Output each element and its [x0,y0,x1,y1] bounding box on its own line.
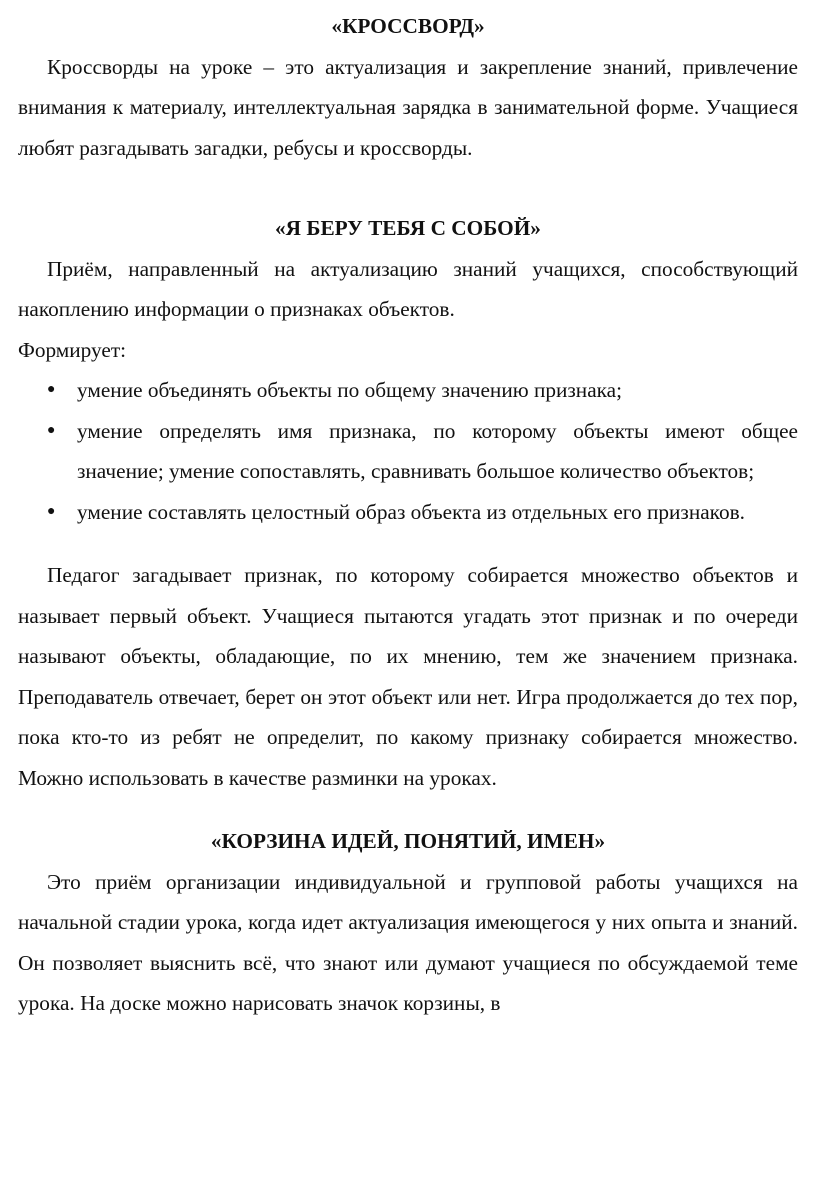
bullet-icon: ● [47,422,56,438]
section-spacer [18,168,798,208]
crossword-paragraph: Кроссворды на уроке – это актуализация и закрепление знаний, привлечение внимания к материалу, интеллектуальная зарядка в занимательной форме. Учащиеся любят разгадывать загадки, ребусы и кроссворды. [18,54,798,160]
section-title-basket: «КОРЗИНА ИДЕЙ, ПОНЯТИЙ, ИМЕН» [210,829,606,853]
list-item-text: умение объединять объекты по общему значению признака; [77,378,623,402]
list-item [18,492,798,533]
section-title-crossword: «КРОССВОРД» [331,14,485,38]
list-item [18,370,798,411]
section-spacer [18,532,798,555]
basket-paragraph: Это приём организации индивидуальной и групповой работы учащихся на начальной стадии урока, когда идет актуализация имеющегося у них опыта и знаний. Он позволяет выяснить всё, что знают или думают учащиеся по обсуждаемой теме урока. На доске можно нарисовать значок корзины, в [18,869,798,1015]
take-you-paragraph: Педагог загадывает признак, по которому собирается множество объектов и называет первый объект. Учащиеся пытаются угадать этот признак и по очереди называют объекты, обладающие, по их мнению, тем же значением признака. Преподаватель отвечает, берет он этот объект или нет. Игра продолжается до тех пор, пока кто-то из ребят не определит, по какому признаку собирается множество. Можно использовать в качестве разминки на уроках. [18,563,798,790]
section-spacer [18,798,798,821]
take-you-intro-paragraph: Приём, направленный на актуализацию знаний учащихся, способствующий накоплению информации о признаках объектов. [18,256,798,321]
skills-list [18,370,798,532]
bullet-icon: ● [47,382,56,397]
bullet-icon: ● [47,503,56,519]
section-title-take-you: «Я БЕРУ ТЕБЯ С СОБОЙ» [275,216,541,240]
list-item-text: умение составлять целостный образ объекта из отдельных его признаков. [77,499,745,524]
list-item [18,411,798,492]
list-item-text: умение определять имя признака, по которому объекты имеют общее значение; умение сопоставлять, сравнивать большое количество объектов; [77,418,798,483]
forms-label: Формирует: [18,337,127,362]
document-page [18,6,798,1024]
